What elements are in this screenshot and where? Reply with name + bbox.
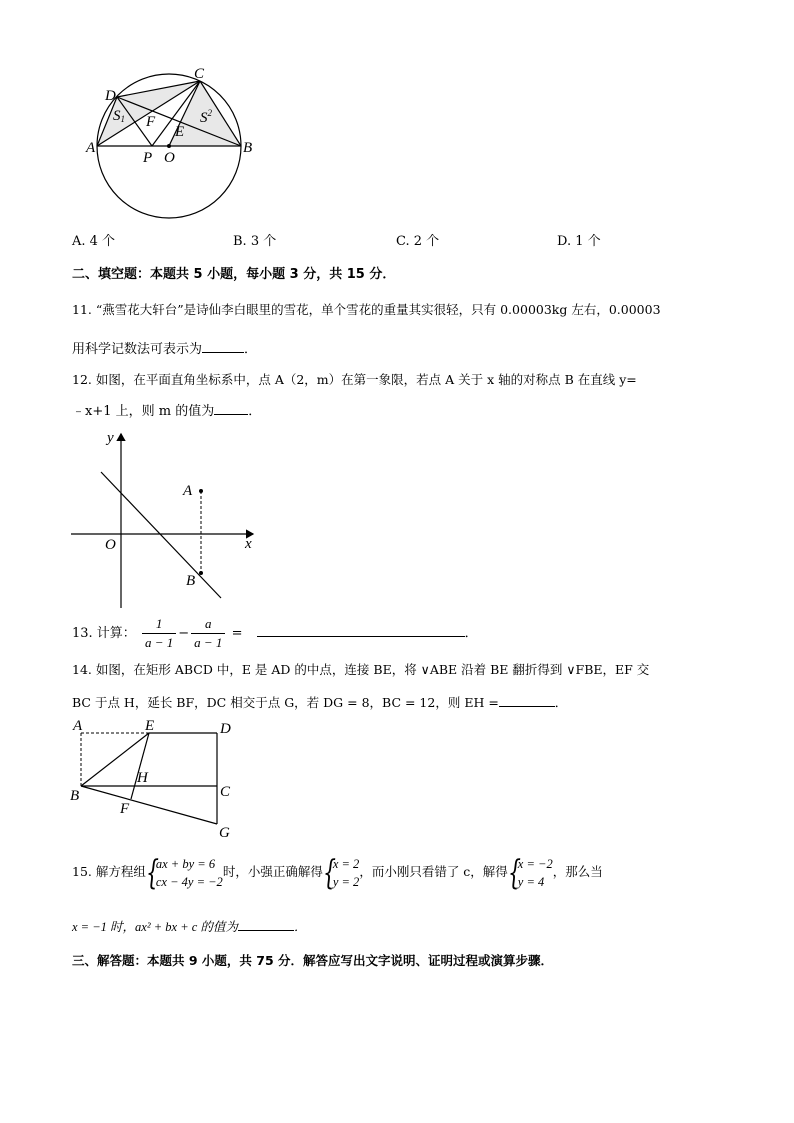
label-f: F [120, 801, 130, 817]
label-c: C [194, 66, 205, 82]
rectangle-figure [65, 716, 245, 840]
label-d: D [220, 721, 231, 737]
q12-text: ﹣x+1 上，则 m 的值为 [72, 404, 215, 419]
label-h: H [137, 770, 148, 786]
q15-prefix: 15. 解方程组 [72, 864, 146, 879]
label-d: D [105, 88, 116, 104]
q15-line1 [72, 852, 603, 892]
q13-minus: − [178, 626, 190, 641]
choice-d: D. 1 个 [557, 234, 601, 249]
segment-bg [81, 786, 217, 824]
segment-ef [131, 733, 149, 799]
q11-answer-blank[interactable] [202, 338, 244, 353]
label-a: A [73, 718, 83, 734]
q13-fraction-1: $\frac{1}{a - 1}$ [142, 615, 176, 652]
label-a: A [86, 140, 96, 156]
section-2-heading: 二、填空题：本题共 5 小题，每小题 3 分，共 15 分． [72, 267, 396, 282]
q15-mid3: ，那么当 [552, 864, 603, 879]
label-s1: S1 [113, 108, 125, 124]
q12-line1: 12. 如图，在平面直角坐标系中，点 A（2，m）在第一象限，若点 A 关于 x 轴的对称点 B 在直线 y= [72, 372, 637, 387]
label-b: B [70, 788, 80, 804]
coordinate-figure [65, 428, 265, 613]
label-y: y [107, 430, 114, 446]
q12-answer-blank[interactable] [214, 400, 248, 415]
q15-answer-blank[interactable] [238, 916, 294, 931]
point-a [199, 489, 203, 493]
q13-end: ． [464, 626, 478, 641]
q13-equals: = [231, 626, 243, 641]
q11-text: 用科学记数法可表示为 [72, 342, 203, 357]
label-a: A [183, 483, 193, 499]
q15-line2 [72, 916, 306, 937]
circle-figure [80, 60, 270, 225]
q13-prefix: 13. 计算： [72, 626, 136, 641]
label-p: P [143, 150, 153, 166]
q11-line2 [72, 338, 257, 360]
label-e: E [175, 124, 185, 140]
q15-end: ． [293, 920, 307, 934]
label-s2: $S^2$ [200, 108, 212, 126]
choice-a: A. 4 个 [72, 234, 116, 249]
label-b: B [243, 140, 253, 156]
center-point [167, 144, 171, 148]
q15-text: x = −1 时，ax² + bx + c 的值为 [72, 920, 238, 934]
q15-mid2: ，而小刚只看错了 c，解得 [359, 864, 508, 879]
q15-system-2: { x = 2 y = 2 [322, 852, 360, 893]
label-x: x [245, 536, 252, 552]
label-f: F [146, 114, 156, 130]
q11-end: ． [244, 342, 258, 357]
label-c: C [220, 784, 231, 800]
point-b [199, 571, 203, 575]
q14-answer-blank[interactable] [499, 692, 555, 707]
q15-system-1: { ax + by = 6 cx − 4y = −2 [145, 852, 223, 893]
choice-b: B. 3 个 [233, 234, 277, 249]
q12-end: ． [248, 404, 262, 419]
q11-line1: 11. “燕雪花大轩台”是诗仙李白眼里的雪花，单个雪花的重量其实很轻，只有 0.00003kg 左右，0.00003 [72, 302, 661, 317]
q15-system-3: { x = −2 y = 4 [507, 852, 553, 893]
q14-line1: 14. 如图，在矩形 ABCD 中，E 是 AD 的中点，连接 BE，将 ∨ABE 沿着 BE 翻折得到 ∨FBE，EF 交 [72, 662, 650, 677]
q14-line2 [72, 692, 567, 713]
q13 [72, 614, 478, 654]
line-y-neg-x-plus-1 [101, 472, 221, 598]
q14-end: ． [554, 695, 568, 710]
q12-line2 [72, 400, 261, 422]
q15-mid1: 时，小强正确解得 [222, 864, 323, 879]
section-3-heading: 三、解答题：本题共 9 小题，共 75 分．解答应写出文字说明、证明过程或演算步骤． [72, 953, 554, 968]
label-g: G [219, 825, 230, 840]
label-o: O [164, 150, 175, 166]
label-o: O [105, 537, 116, 553]
choice-c: C. 2 个 [396, 234, 440, 249]
label-e: E [145, 718, 155, 734]
label-b: B [186, 573, 196, 589]
q14-text: BC 于点 H，延长 BF，DC 相交于点 G，若 DG = 8，BC = 12，则 EH = [72, 695, 499, 710]
q13-fraction-2: $\frac{a}{a - 1}$ [191, 615, 225, 652]
q13-answer-blank[interactable] [257, 622, 465, 637]
